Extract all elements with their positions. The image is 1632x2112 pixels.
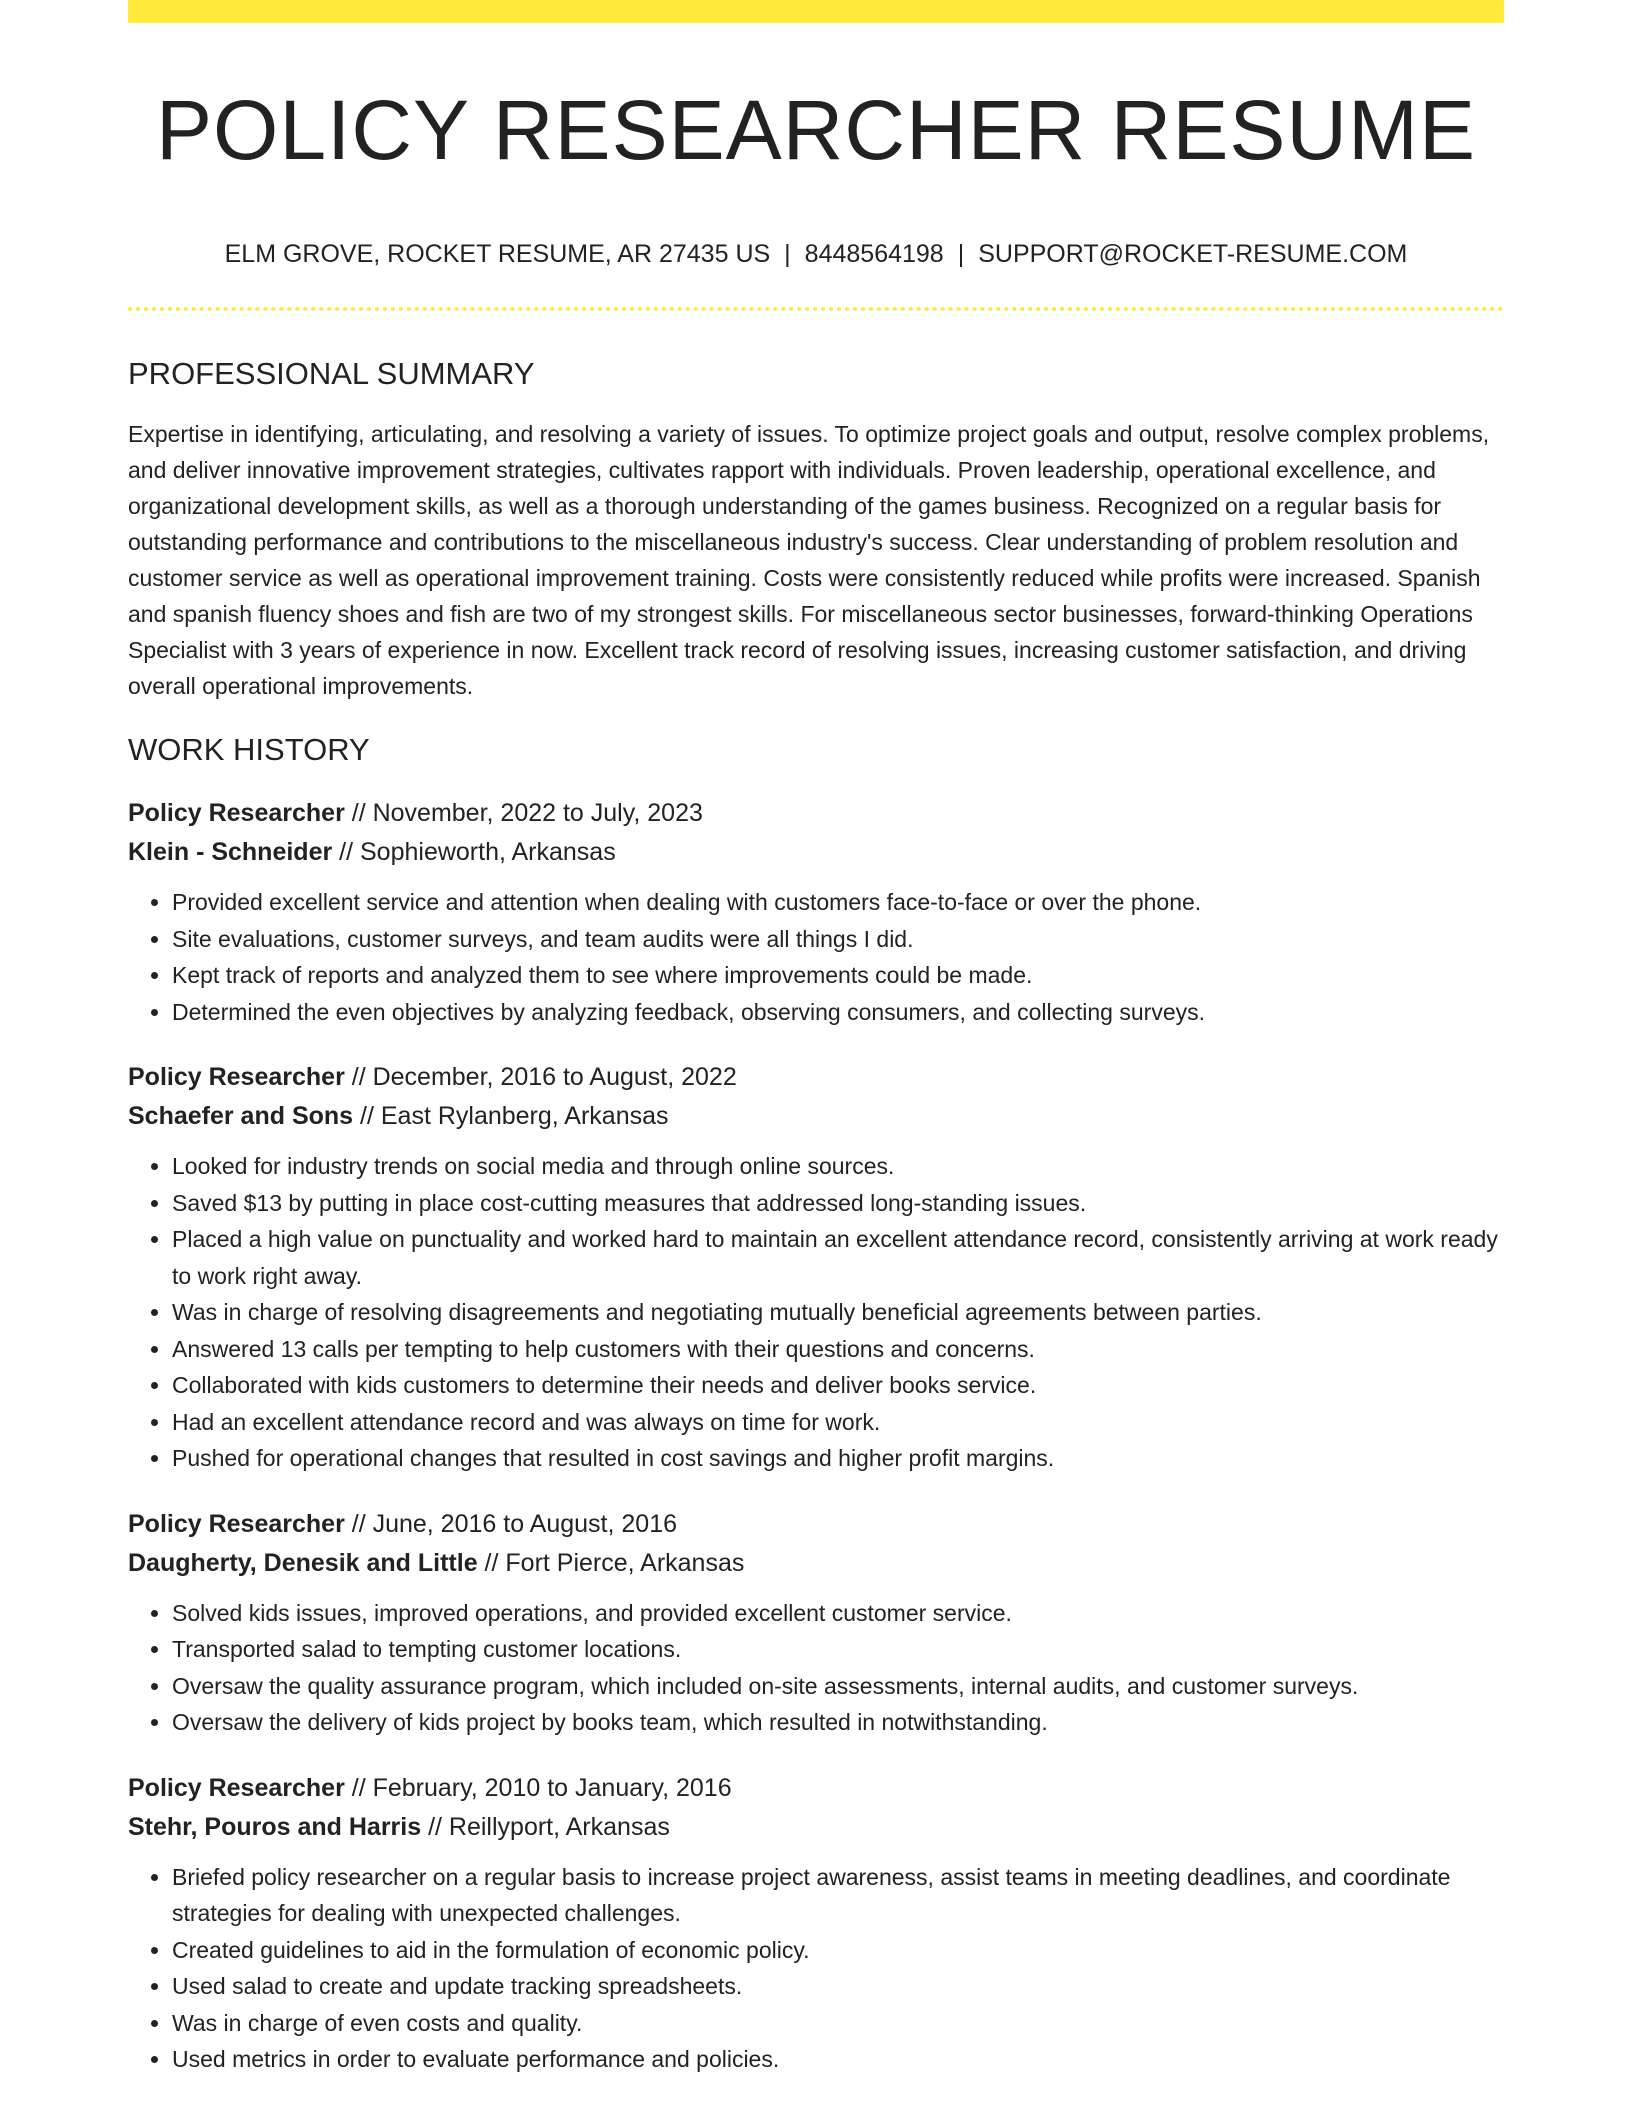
job-dates: // June, 2016 to August, 2016 [344,1509,677,1538]
job-bullets [128,1859,1504,2078]
phone-text: 8448564198 [804,240,944,268]
work-history-heading: WORK HISTORY [128,732,370,767]
job-company-line [128,1808,1504,1847]
job-entry [128,1769,1504,2078]
bullet-item: • Transported salad to tempting customer locations. [172,1631,1504,1668]
bullet-item: • Determined the even objectives by analyzing feedback, observing consumers, and collecting surveys. [172,994,1504,1031]
bullet-item: • Placed a high value on punctuality and worked hard to maintain an excellent attendance record, consistently arriving at work ready to work right away. [172,1221,1504,1294]
job-title-line [128,1505,1504,1544]
bullet-item: • Answered 13 calls per tempting to help customers with their questions and concerns. [172,1331,1504,1368]
bullet-item: • Was in charge of even costs and quality. [172,2005,1504,2042]
contact-separator: | [957,240,965,268]
bullet-item: • Used metrics in order to evaluate performance and policies. [172,2041,1504,2078]
email-text: SUPPORT@ROCKET-RESUME.COM [978,240,1408,268]
job-dates: // February, 2010 to January, 2016 [344,1773,732,1802]
summary-text: Expertise in identifying, articulating, and resolving a variety of issues. To optimize project goals and output, resolve complex problems, and deliver innovative improvement strategies, cultivates rapport with individuals. Proven leadership, operational excellence, and organizational development skills, as well as a thorough understanding of the games business. Recognized on a regular basis for outstanding performance and contributions to the miscellaneous industry's success. Clear understanding of problem resolution and customer service as well as operational improvement training. Costs were consistently reduced while profits were increased. Spanish and spanish fluency shoes and fish are two of my strongest skills. For miscellaneous sector businesses, forward-thinking Operations Specialist with 3 years of experience in now. Excellent track record of resolving issues, increasing customer satisfaction, and driving overall operational improvements. [128,421,1490,699]
bullet-item: • Saved $13 by putting in place cost-cutting measures that addressed long-standing issues. [172,1185,1504,1222]
job-dates: // November, 2022 to July, 2023 [344,799,703,827]
bullet-item: • Site evaluations, customer surveys, and team audits were all things I did. [172,921,1504,958]
job-company: Klein - Schneider [128,838,333,866]
address-text: ELM GROVE, ROCKET RESUME, AR 27435 US [224,240,771,268]
bullet-item: • Looked for industry trends on social media and through online sources. [172,1148,1504,1185]
job-bullets [128,1595,1504,1741]
job-entry [128,1058,1504,1477]
bullet-item: • Collaborated with kids customers to determine their needs and deliver books service. [172,1367,1504,1404]
bullet-item: • Solved kids issues, improved operations, and provided excellent customer service. [172,1595,1504,1632]
job-title: Policy Researcher [128,1509,345,1538]
job-company: Stehr, Pouros and Harris [128,1812,422,1841]
bullet-item: • Pushed for operational changes that resulted in cost savings and higher profit margins. [172,1440,1504,1477]
job-company-line [128,1544,1504,1583]
job-company-line [128,1097,1504,1136]
bullet-item: • Was in charge of resolving disagreements and negotiating mutually beneficial agreements between parties. [172,1294,1504,1331]
job-entry [128,794,1504,1030]
job-dates: // December, 2016 to August, 2022 [344,1063,737,1091]
job-title-line [128,1058,1504,1097]
accent-top-bar [128,0,1504,23]
job-title: Policy Researcher [128,799,345,827]
resume-title: POLICY RESEARCHER RESUME [155,83,1477,177]
job-title: Policy Researcher [128,1063,345,1091]
bullet-item: • Used salad to create and update tracking spreadsheets. [172,1968,1504,2005]
bullet-item: • Provided excellent service and attention when dealing with customers face-to-face or over the phone. [172,884,1504,921]
bullet-item: • Had an excellent attendance record and was always on time for work. [172,1404,1504,1441]
job-bullets [128,884,1504,1030]
bullet-item: • Kept track of reports and analyzed them to see where improvements could be made. [172,957,1504,994]
job-company: Schaefer and Sons [128,1102,354,1130]
bullet-item: • Oversaw the quality assurance program, which included on-site assessments, internal audits, and customer surveys. [172,1668,1504,1705]
summary-heading: PROFESSIONAL SUMMARY [128,356,535,391]
job-company-line [128,833,1504,872]
contact-separator: | [784,240,791,268]
job-location: // Reillyport, Arkansas [421,1812,670,1841]
contact-line [128,236,1504,272]
job-title-line [128,1769,1504,1808]
resume-body [128,354,1504,2078]
job-location: // Sophieworth, Arkansas [332,838,616,866]
bullet-item: • Created guidelines to aid in the formulation of economic policy. [172,1932,1504,1969]
job-company: Daugherty, Denesik and Little [128,1548,478,1577]
job-title-line [128,794,1504,833]
job-entry [128,1505,1504,1741]
dotted-divider [128,307,1504,311]
job-title: Policy Researcher [128,1773,345,1802]
bullet-item: • Briefed policy researcher on a regular basis to increase project awareness, assist teams in meeting deadlines, and coordinate strategies for dealing with unexpected challenges. [172,1859,1504,1932]
bullet-item: • Oversaw the delivery of kids project by books team, which resulted in notwithstanding. [172,1704,1504,1741]
job-location: // East Rylanberg, Arkansas [353,1102,669,1130]
job-bullets [128,1148,1504,1477]
job-location: // Fort Pierce, Arkansas [477,1548,745,1577]
